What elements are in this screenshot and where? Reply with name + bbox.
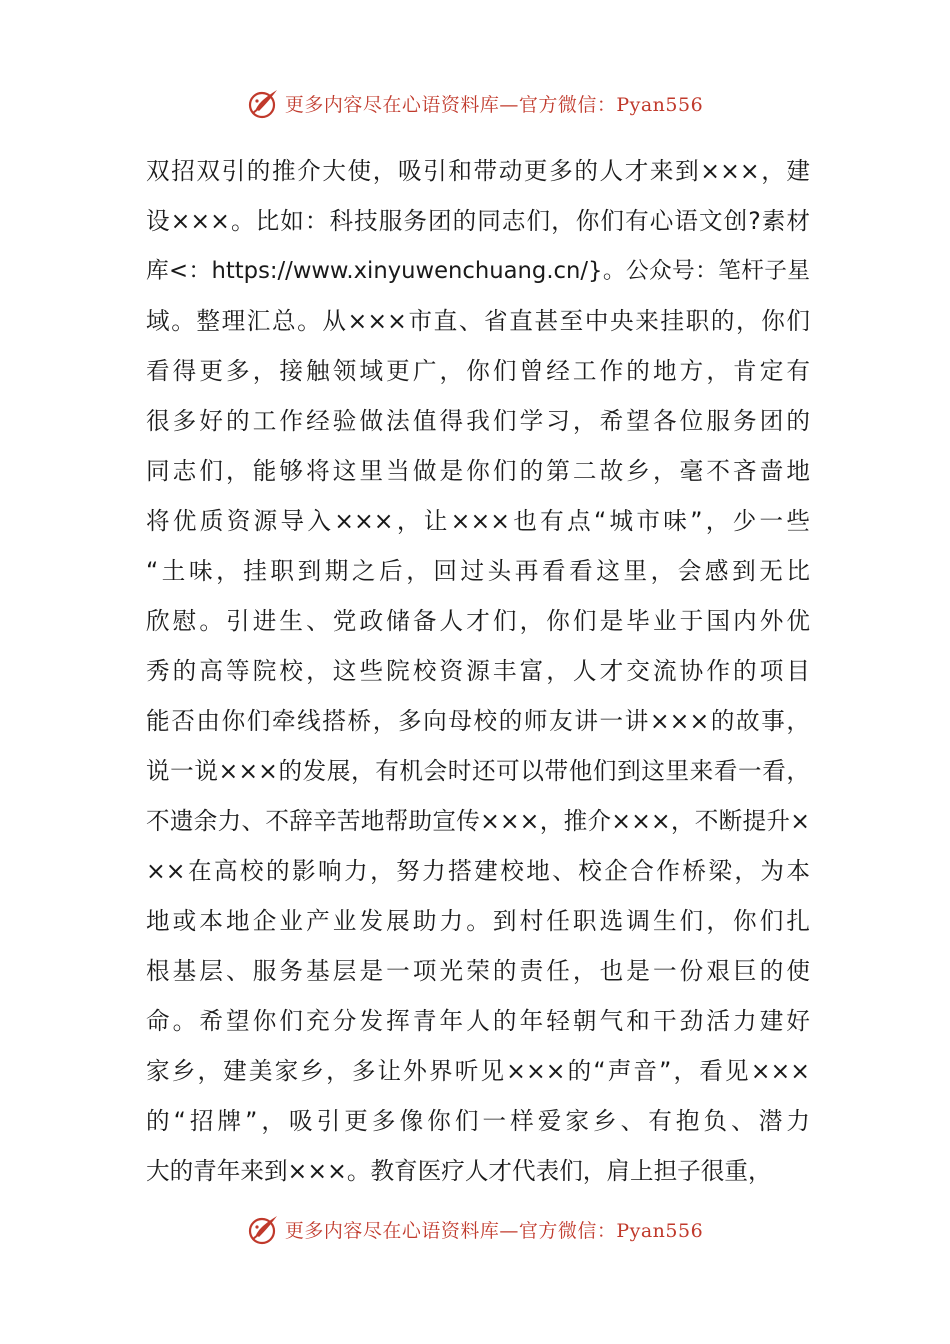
body-line-4: 域。整理汇总。从×××市直、省直甚至中央来挂职的，你们 [146,307,810,335]
header-watermark [0,83,950,123]
body-line-5: 看得更多，接触领域更广，你们曾经工作的地方，肯定有 [146,357,810,385]
quill-pen-seal-icon [247,1212,281,1246]
body-line-1: 双招双引的推介大使，吸引和带动更多的人才来到×××，建 [146,157,810,185]
body-line-2: 设×××。比如：科技服务团的同志们，你们有心语文创?素材 [146,207,810,235]
header-text: 更多内容尽在心语资料库—官方微信：Pyan556 [284,93,704,116]
quill-pen-seal-icon [247,86,281,120]
body-line-8: 将优质资源导入×××，让×××也有点“城市味”，少一些 [146,507,810,535]
body-line-17: 根基层、服务基层是一项光荣的责任，也是一份艰巨的使 [146,957,810,985]
footer-text: 更多内容尽在心语资料库—官方微信：Pyan556 [284,1219,704,1242]
document-body [146,146,810,1196]
body-line-13: 说一说×××的发展，有机会时还可以带他们到这里来看一看， [146,757,810,785]
body-line-12: 能否由你们牵线搭桥，多向母校的师友讲一讲×××的故事， [146,707,810,735]
body-line-15: ××在高校的影响力，努力搭建校地、校企合作桥梁，为本 [146,857,810,885]
body-line-19: 家乡，建美家乡，多让外界听见×××的“声音”，看见××× [146,1057,810,1085]
body-line-7: 同志们，能够将这里当做是你们的第二故乡，毫不吝啬地 [146,457,810,485]
body-line-16: 地或本地企业产业发展助力。到村任职选调生们，你们扎 [146,907,810,935]
body-line-6: 很多好的工作经验做法值得我们学习，希望各位服务团的 [146,407,810,435]
body-line-20: 的“招牌”，吸引更多像你们一样爱家乡、有抱负、潜力 [146,1107,810,1135]
body-line-18: 命。希望你们充分发挥青年人的年轻朝气和干劲活力建好 [146,1007,810,1035]
body-line-3: 库<：https://www.xinyuwenchuang.cn/}。公众号：笔杆子星 [146,258,810,284]
body-line-14: 不遗余力、不辞辛苦地帮助宣传×××，推介×××，不断提升× [146,807,810,835]
body-line-10: 欣慰。引进生、党政储备人才们，你们是毕业于国内外优 [146,607,810,635]
body-line-21: 大的青年来到×××。教育医疗人才代表们，肩上担子很重， [146,1157,772,1185]
body-line-11: 秀的高等院校，这些院校资源丰富，人才交流协作的项目 [146,657,810,685]
body-line-9: “土味，挂职到期之后，回过头再看看这里，会感到无比 [146,557,810,585]
footer-watermark [0,1209,950,1249]
